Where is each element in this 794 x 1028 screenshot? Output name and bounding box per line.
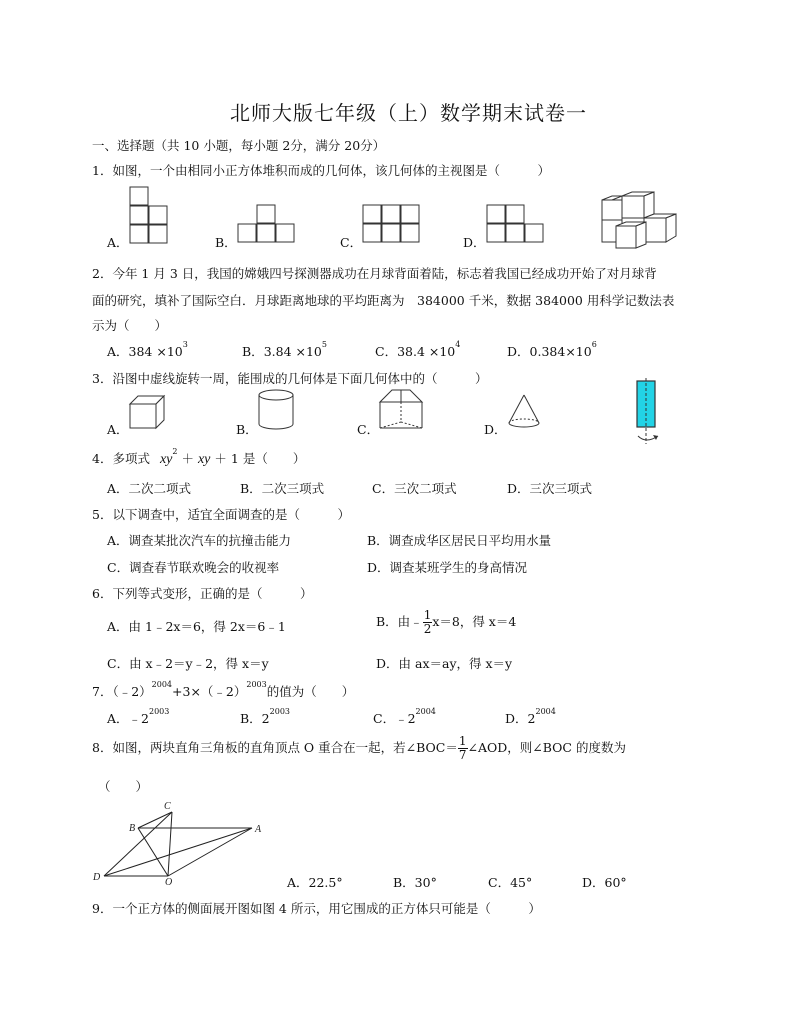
q7-option-b-label: B．2 [240,711,270,726]
q1-option-a-label: A． [107,235,129,250]
q7-option-b-exp: 2003 [269,707,290,716]
q7-exp-2: 2003 [246,680,267,689]
q7-option-a-exp: 2003 [148,707,170,716]
q8-triangles-figure [92,798,272,888]
q1-stem: 1．如图，一个由相同小正方体堆积而成的几何体，该几何体的主视图是（ ） [92,163,550,178]
q8-pre: 8．如图，两块直角三角板的直角顶点 O 重合在一起，若∠BOC＝ [92,740,458,755]
q8-label-c: C [164,801,171,812]
q6-option-b-pre: B．由﹣ [376,614,423,629]
q4-term-exp: 2 [172,447,178,456]
q2-option-c-base: 38.4 ×10 [397,344,456,359]
q8-option-d[interactable]: D．60° [582,875,627,890]
q2-line3: 示为（ ） [92,318,168,333]
q7-option-c[interactable] [373,709,436,727]
q3-cone-figure[interactable] [508,395,544,431]
q7-option-b[interactable] [240,709,290,727]
q8-stem [92,735,626,762]
q4-term-xy-2: xy [197,452,211,467]
q4-prefix: 4．多项式 [92,451,150,466]
q8-option-b[interactable]: B．30° [393,875,437,890]
q8-option-c[interactable]: C．45° [488,875,533,890]
q3-option-b-label: B． [236,422,258,437]
q3-option-d-label: D． [484,422,507,437]
q8-label-b: B [129,823,136,834]
q7-option-d[interactable] [505,709,556,727]
q7-part-1: 7．（﹣2） [92,684,152,699]
q5-option-c[interactable]: C．调查春节联欢晚会的收视率 [107,560,280,575]
q6-fraction-num: 1 [423,608,432,622]
q6-fraction [423,609,433,636]
q5-stem: 5．以下调查中，适宜全面调查的是（ ） [92,507,350,522]
q6-option-b-post: x＝8，得 x＝4 [432,614,517,629]
q6-option-b[interactable] [376,609,516,636]
q3-cube-figure[interactable] [130,396,166,430]
q4-stem [92,449,305,468]
q8-label-d: D [93,872,101,883]
q4-option-c[interactable]: C．三次二项式 [372,481,457,496]
page-title: 北师大版七年级（上）数学期末试卷一 [230,101,587,125]
q3-option-c-label: C． [357,422,380,437]
q3-stem: 3．沿图中虚线旋转一周，能围成的几何体是下面几何体中的（ ） [92,371,488,386]
q4-option-a[interactable]: A．二次二项式 [107,481,192,496]
q8-fraction [458,735,468,762]
q4-plus-1: ＋ [181,451,194,466]
q7-option-c-exp: 2004 [415,707,436,716]
q8-fraction-num: 1 [458,734,467,748]
section-heading: 一、选择题（共 10 小题，每小题 2分，满分 20分） [92,138,386,153]
q2-option-a[interactable] [107,342,188,360]
q2-option-b-base: 3.84 ×10 [263,344,322,359]
q5-option-a[interactable]: A．调查某批次汽车的抗撞击能力 [107,533,292,548]
q7-option-c-label: C．﹣2 [373,711,416,726]
q2-option-b-exp: 5 [321,340,327,349]
q2-option-c-label: C． [375,344,398,359]
q6-option-d[interactable]: D．由 ax＝ay，得 x＝y [376,656,513,671]
q2-option-b-label: B． [242,344,264,359]
q5-option-b[interactable]: B．调查成华区居民日平均用水量 [367,533,552,548]
q1-option-c-figure[interactable] [363,205,420,245]
q7-part-3: 的值为（ ） [266,684,355,699]
q1-option-b-label: B． [215,235,237,250]
q2-line2: 面的研究，填补了国际空白．月球距离地球的平均距离为 384000 千米，数据 384000 用科学记数法表 [92,293,675,308]
q2-option-d-base: 0.384×10 [529,344,592,359]
q7-option-d-label: D．2 [505,711,536,726]
q2-option-c-exp: 4 [455,340,461,349]
q2-option-d-label: D． [507,344,530,359]
q6-stem: 6．下列等式变形，正确的是（ ） [92,586,313,601]
q3-cylinder-figure[interactable] [258,390,298,432]
q7-option-d-exp: 2004 [535,707,556,716]
q6-fraction-den: 2 [423,622,432,636]
q7-option-a-label: A．﹣2 [107,711,149,726]
q7-part-2: +3×（﹣2） [172,684,247,699]
q4-plus-2: ＋ [214,451,227,466]
q8-label-o: O [165,877,173,888]
q2-option-a-exp: 3 [182,340,188,349]
q1-option-c-label: C． [340,235,363,250]
q7-stem [92,682,354,700]
q8-option-a[interactable]: A．22.5° [287,875,343,890]
q5-option-d[interactable]: D．调查某班学生的身高情况 [367,560,528,575]
q2-option-a-label: A． [107,344,129,359]
q6-option-a[interactable]: A．由 1﹣2x＝6，得 2x＝6﹣1 [107,619,286,634]
q8-label-a: A [255,824,262,835]
q4-suffix: 是（ ） [242,451,306,466]
q3-prism-figure[interactable] [380,388,424,432]
q1-isometric-solid-figure [602,192,682,252]
q9-stem: 9．一个正方体的侧面展开图如图 4 所示，用它围成的正方体只可能是（ ） [92,901,541,916]
q4-option-d[interactable]: D．三次三项式 [507,481,593,496]
q7-exp-1: 2004 [151,680,173,689]
q2-option-d[interactable] [507,342,597,360]
q3-rotating-rectangle-figure [634,378,674,448]
q2-option-a-base: 384 ×10 [128,344,183,359]
q1-option-d-figure[interactable] [487,205,544,245]
q4-term-1: 1 [230,451,239,466]
q8-post: ∠AOD，则∠BOC 的度数为 [467,740,626,755]
q1-option-a-figure[interactable] [130,187,170,244]
q4-term-xy: xy [159,452,173,467]
q2-option-d-exp: 6 [591,340,597,349]
q1-option-b-figure[interactable] [238,205,295,245]
q2-option-c[interactable] [375,342,460,360]
q4-option-b[interactable]: B．二次三项式 [240,481,325,496]
q8-paren: （ ） [98,779,149,794]
q6-option-c[interactable]: C．由 x﹣2＝y﹣2，得 x＝y [107,656,269,671]
q2-line1: 2．今年 1 月 3 日，我国的嫦娥四号探测器成功在月球背面着陆，标志着我国已经成功开始了对月球背 [92,266,657,281]
q2-option-b[interactable] [242,342,327,360]
q8-fraction-den: 7 [458,748,467,762]
q3-option-a-label: A． [107,422,129,437]
q7-option-a[interactable] [107,709,169,727]
q1-option-d-label: D． [463,235,486,250]
